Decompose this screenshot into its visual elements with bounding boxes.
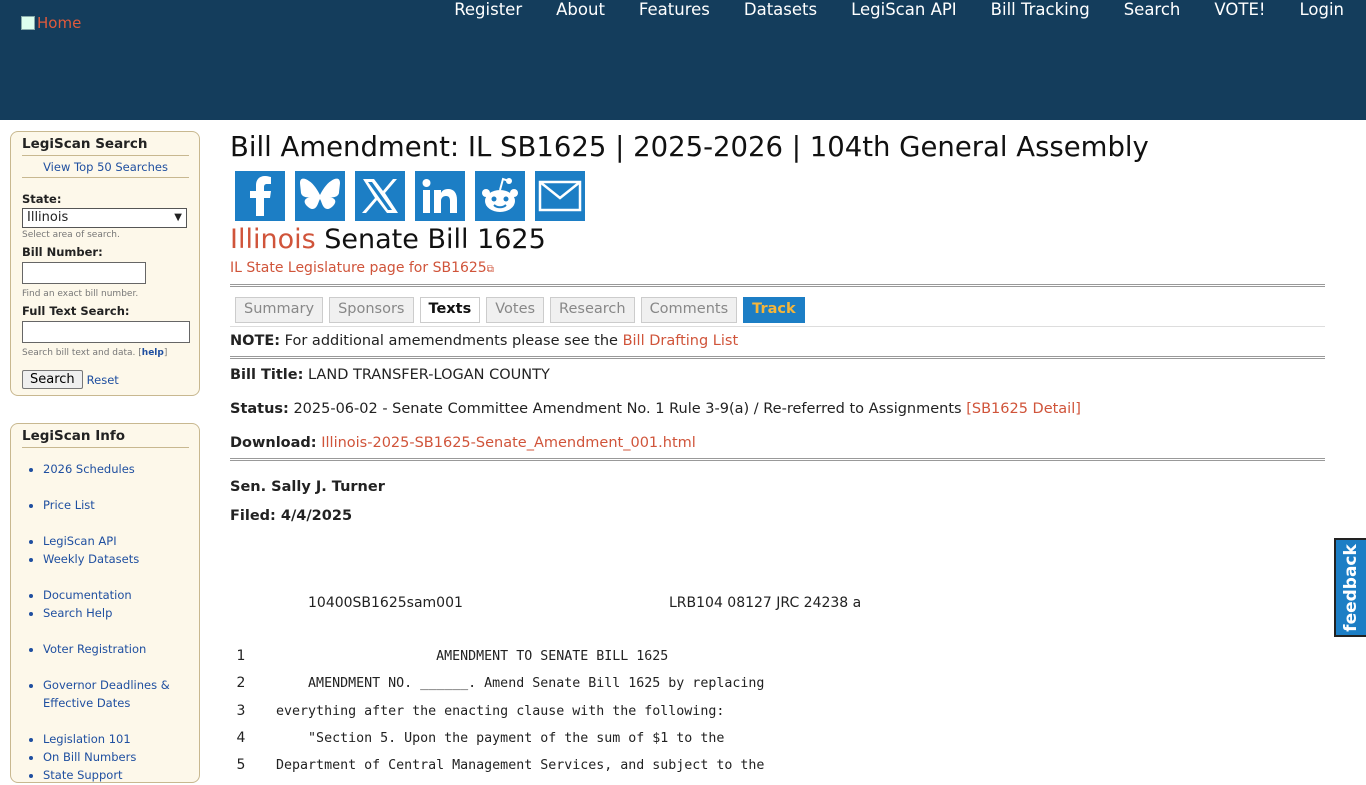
full-text-hint: Search bill text and data. [help] <box>22 348 168 358</box>
download-row <box>230 435 1325 451</box>
email-share-button[interactable] <box>535 171 585 221</box>
tab-track[interactable]: Track <box>743 297 804 323</box>
list-item <box>43 586 199 604</box>
line-text: Department of Central Management Services, and subject to the <box>276 758 765 773</box>
state-legislature-link[interactable] <box>230 260 494 276</box>
state-select[interactable] <box>22 208 187 228</box>
bill-heading <box>230 223 1325 257</box>
home-logo-link[interactable] <box>21 14 81 32</box>
info-box-title: LegiScan Info <box>22 428 189 448</box>
nav-datasets[interactable]: Datasets <box>743 0 818 19</box>
full-text-input[interactable] <box>22 321 190 343</box>
divider <box>230 356 1325 359</box>
note-label: NOTE: <box>230 333 281 349</box>
top-nav <box>437 0 1366 24</box>
search-actions <box>22 370 199 389</box>
download-link[interactable]: Illinois-2025-SB1625-Senate_Amendment_001.html <box>321 435 696 451</box>
main-content <box>230 130 1325 524</box>
sponsor-name: Sen. Sally J. Turner <box>230 479 385 495</box>
list-item <box>43 640 199 658</box>
x-share-button[interactable] <box>355 171 405 221</box>
line-text: everything after the enacting clause with the following: <box>276 704 725 719</box>
state-hint: Select area of search. <box>22 230 120 240</box>
divider <box>230 458 1325 461</box>
list-item <box>43 550 199 568</box>
tab-summary[interactable]: Summary <box>235 297 323 323</box>
note <box>230 333 1325 349</box>
link-weekly-datasets[interactable]: Weekly Datasets <box>43 552 140 566</box>
full-text-label: Full Text Search: <box>22 304 130 318</box>
state-select-value: Illinois <box>27 210 69 225</box>
list-item <box>43 676 199 712</box>
list-item <box>43 766 199 784</box>
line-text: "Section 5. Upon the payment of the sum of $1 to the <box>276 731 725 746</box>
broken-image-icon <box>21 16 35 30</box>
lrb-code: LRB104 08127 JRC 24238 a <box>669 595 862 611</box>
nav-register[interactable]: Register <box>454 0 523 19</box>
list-item <box>43 460 199 478</box>
line-number: 5 <box>236 757 246 773</box>
linkedin-share-button[interactable] <box>415 171 465 221</box>
external-link-icon: ⧉ <box>486 264 494 275</box>
line-number: 1 <box>236 648 246 664</box>
share-buttons <box>235 171 1325 221</box>
note-text: For additional amemendments please see the <box>284 333 618 349</box>
bluesky-icon <box>300 178 340 214</box>
status-row <box>230 401 1325 417</box>
site-header <box>0 0 1366 120</box>
reddit-share-button[interactable] <box>475 171 525 221</box>
line-number: 3 <box>236 703 246 719</box>
line-text: AMENDMENT NO. ______. Amend Senate Bill 1625 by replacing <box>276 676 765 691</box>
line-text: AMENDMENT TO SENATE BILL 1625 <box>276 649 669 664</box>
nav-search[interactable]: Search <box>1123 0 1181 19</box>
help-link[interactable]: help <box>141 348 164 358</box>
link-legiscan-api[interactable]: LegiScan API <box>43 534 117 548</box>
link-state-support[interactable]: State Support <box>43 768 123 782</box>
bill-tabs <box>235 297 1325 323</box>
home-logo-alt: Home <box>37 14 82 32</box>
tab-votes[interactable]: Votes <box>486 297 544 323</box>
nav-vote[interactable]: VOTE! <box>1214 0 1266 19</box>
list-item <box>43 532 199 550</box>
nav-features[interactable]: Features <box>638 0 710 19</box>
status-label: Status: <box>230 401 289 417</box>
filed-date: Filed: 4/4/2025 <box>230 508 353 524</box>
info-links <box>43 460 199 784</box>
bill-name: Senate Bill 1625 <box>324 224 546 255</box>
search-box-title: LegiScan Search <box>22 136 189 156</box>
list-item <box>43 730 199 748</box>
state-label: State: <box>22 192 62 206</box>
download-label: Download: <box>230 435 317 451</box>
legiscan-info-box <box>10 423 200 783</box>
document-code: 10400SB1625sam001 <box>308 595 463 611</box>
linkedin-icon <box>422 178 458 214</box>
bill-number-hint: Find an exact bill number. <box>22 289 139 299</box>
link-search-help[interactable]: Search Help <box>43 606 113 620</box>
link-legislation-101[interactable]: Legislation 101 <box>43 732 131 746</box>
divider <box>230 284 1325 287</box>
chevron-down-icon: ▼ <box>174 212 182 223</box>
nav-about[interactable]: About <box>556 0 605 19</box>
list-item <box>43 496 199 514</box>
tab-texts[interactable]: Texts <box>420 297 481 323</box>
facebook-icon <box>247 176 273 216</box>
state-legislature-link-text: IL State Legislature page for SB1625 <box>230 260 487 276</box>
search-button[interactable]: Search <box>22 370 83 389</box>
divider <box>230 326 1325 327</box>
x-icon <box>361 177 399 215</box>
legiscan-search-box <box>10 131 200 396</box>
full-text-hint-text: Search bill text and data. <box>22 348 136 358</box>
bluesky-share-button[interactable] <box>295 171 345 221</box>
text-line <box>230 730 724 758</box>
nav-bill-tracking[interactable]: Bill Tracking <box>990 0 1090 19</box>
link-2026-schedules[interactable]: 2026 Schedules <box>43 462 135 476</box>
link-governor-deadlines[interactable]: Governor Deadlines & Effective Dates <box>43 678 170 710</box>
link-voter-registration[interactable]: Voter Registration <box>43 642 147 656</box>
tab-research[interactable]: Research <box>550 297 635 323</box>
text-line <box>230 757 764 785</box>
feedback-button[interactable] <box>1334 538 1366 637</box>
top-50-searches-link[interactable]: View Top 50 Searches <box>22 160 189 178</box>
page-title: Bill Amendment: IL SB1625 | 2025-2026 | 104th General Assembly <box>230 131 1149 163</box>
status-value: 2025-06-02 - Senate Committee Amendment No. 1 Rule 3-9(a) / Re-referred to Assignments <box>293 401 962 417</box>
state-link[interactable]: Illinois <box>230 224 316 255</box>
bill-title-value: LAND TRANSFER-LOGAN COUNTY <box>308 367 550 383</box>
text-line <box>230 703 724 731</box>
feedback-label: feedback <box>1341 543 1361 632</box>
list-item <box>43 748 199 766</box>
link-price-list[interactable]: Price List <box>43 498 95 512</box>
nav-legiscan-api[interactable]: LegiScan API <box>851 0 957 19</box>
bill-number-label: Bill Number: <box>22 245 103 259</box>
tab-comments[interactable]: Comments <box>641 297 738 323</box>
reset-link[interactable]: Reset <box>86 372 119 387</box>
nav-login[interactable]: Login <box>1299 0 1344 19</box>
bill-drafting-list-link[interactable]: Bill Drafting List <box>622 333 739 349</box>
link-on-bill-numbers[interactable]: On Bill Numbers <box>43 750 137 764</box>
tab-sponsors[interactable]: Sponsors <box>329 297 413 323</box>
list-item <box>43 604 199 622</box>
bill-title-row <box>230 367 1325 383</box>
line-number: 2 <box>236 675 246 691</box>
link-documentation[interactable]: Documentation <box>43 588 132 602</box>
bill-number-input[interactable] <box>22 262 146 284</box>
email-icon <box>539 181 581 211</box>
text-line <box>230 648 668 676</box>
reddit-icon <box>479 177 521 215</box>
line-number: 4 <box>236 730 246 746</box>
text-line <box>230 675 764 703</box>
bill-detail-link[interactable]: [SB1625 Detail] <box>966 401 1081 417</box>
facebook-share-button[interactable] <box>235 171 285 221</box>
bill-title-label: Bill Title: <box>230 367 304 383</box>
